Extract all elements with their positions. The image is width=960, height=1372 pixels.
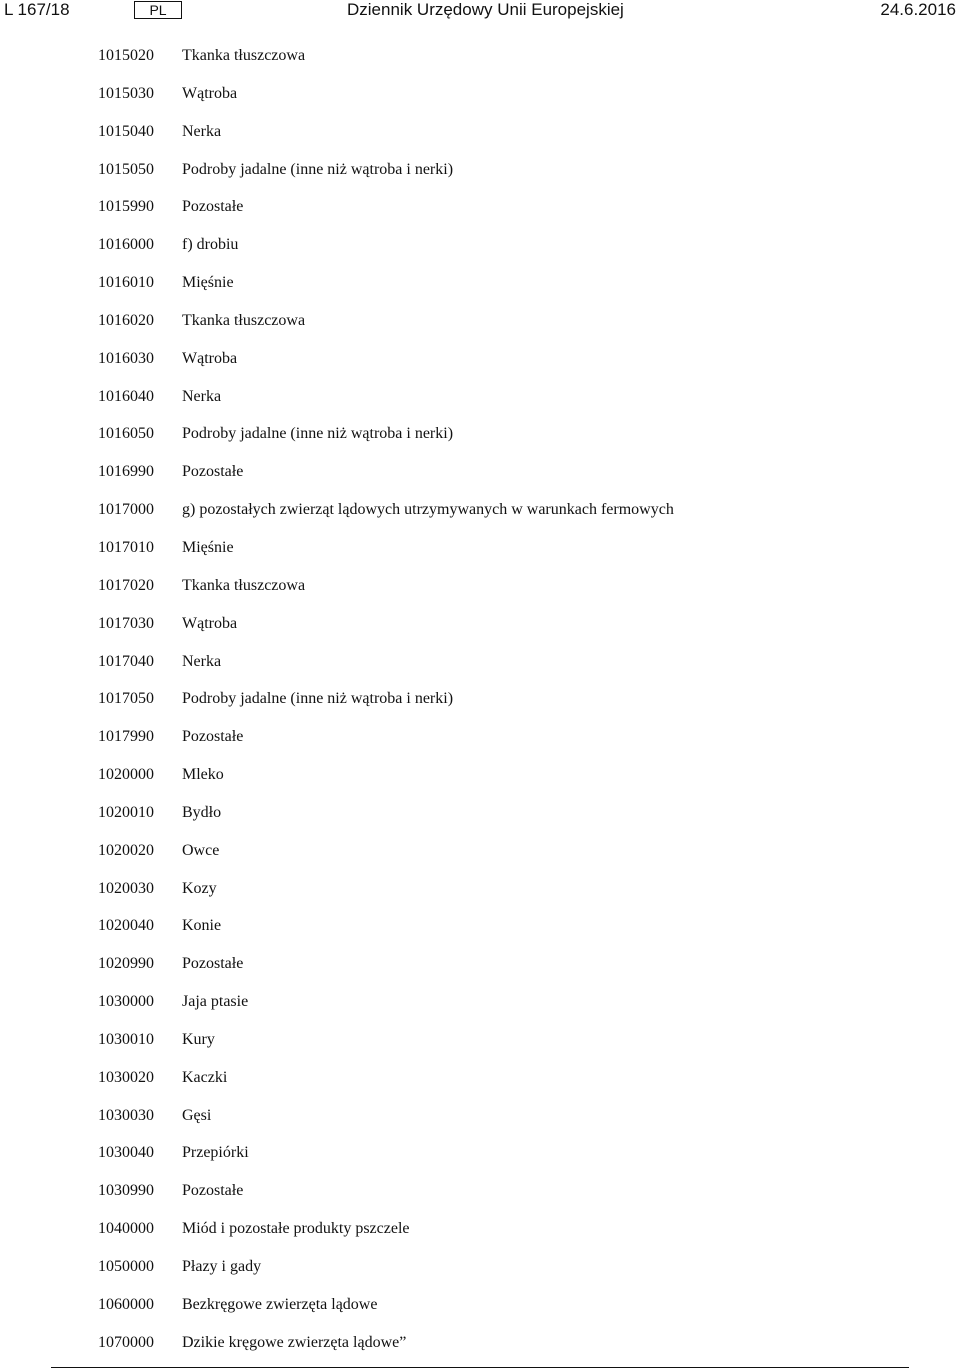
code-list [0,37,960,1362]
table-row [0,1059,960,1097]
row-description: Pozostałe [182,728,244,746]
row-description: Tkanka tłuszczowa [182,311,306,329]
row-description: Nerka [182,387,222,405]
table-row [0,945,960,983]
language-badge: PL [134,1,182,19]
row-code: 1015990 [98,198,154,216]
row-code: 1020990 [98,955,154,973]
row-code: 1017010 [98,538,154,556]
table-row [0,718,960,756]
publication-date: 24.6.2016 [880,0,956,19]
table-row [0,870,960,908]
table-row [0,188,960,226]
row-description: Podroby jadalne (inne niż wątroba i nerki) [182,425,454,443]
row-code: 1020030 [98,879,154,897]
row-description: Pozostałe [182,955,244,973]
row-code: 1030040 [98,1144,154,1162]
row-description: Pozostałe [182,463,244,481]
row-description: Pozostałe [182,1182,244,1200]
table-row [0,643,960,681]
table-row [0,302,960,340]
row-code: 1040000 [98,1220,154,1238]
table-row [0,756,960,794]
table-row [0,113,960,151]
row-description: Nerka [182,652,222,670]
journal-title: Dziennik Urzędowy Unii Europejskiej [347,0,624,19]
row-description: Podroby jadalne (inne niż wątroba i nerki) [182,690,454,708]
row-description: Konie [182,917,222,935]
row-description: Owce [182,841,220,859]
row-code: 1016040 [98,387,154,405]
row-code: 1015020 [98,47,154,64]
row-description: Nerka [182,122,222,140]
page-header [0,0,960,22]
row-description: Tkanka tłuszczowa [182,576,306,594]
row-code: 1030010 [98,1030,154,1048]
row-code: 1016030 [98,349,154,367]
table-row [0,983,960,1021]
table-row [0,605,960,643]
row-description: Mięśnie [182,538,234,556]
table-row [0,340,960,378]
table-row [0,1248,960,1286]
table-row [0,1021,960,1059]
row-description: Mięśnie [182,274,234,292]
row-code: 1016050 [98,425,154,443]
row-description: Przepiórki [182,1144,249,1162]
table-row [0,1324,960,1362]
row-code: 1017020 [98,576,154,594]
table-row [0,453,960,491]
table-row [0,415,960,453]
row-description: Jaja ptasie [182,993,249,1011]
row-code: 1016990 [98,463,154,481]
table-row [0,491,960,529]
table-row [0,832,960,870]
row-description: Dzikie kręgowe zwierzęta lądowe” [182,1333,407,1351]
row-description: Gęsi [182,1106,212,1124]
row-code: 1017040 [98,652,154,670]
row-description: Tkanka tłuszczowa [182,47,306,64]
row-code: 1017050 [98,690,154,708]
row-code: 1016010 [98,274,154,292]
table-row [0,1172,960,1210]
row-code: 1016000 [98,236,154,254]
table-row [0,1097,960,1135]
table-row [0,37,960,75]
table-row [0,567,960,605]
row-code: 1017990 [98,728,154,746]
row-description: f) drobiu [182,236,239,254]
row-code: 1017000 [98,501,154,519]
row-description: Wątroba [182,349,238,367]
row-description: Płazy i gady [182,1258,262,1275]
row-description: Wątroba [182,614,238,632]
row-description: Kozy [182,879,217,897]
row-code: 1020000 [98,766,154,784]
row-code: 1020020 [98,841,154,859]
row-code: 1015040 [98,122,154,140]
footer-divider [51,1367,909,1368]
row-code: 1030990 [98,1182,154,1200]
table-row [0,1210,960,1248]
row-code: 1030030 [98,1106,154,1124]
row-description: Kury [182,1030,215,1048]
table-row [0,680,960,718]
row-description: Bydło [182,803,222,821]
row-description: Mleko [182,766,224,784]
row-code: 1030020 [98,1068,154,1086]
table-row [0,907,960,945]
row-code: 1017030 [98,614,154,632]
table-row [0,151,960,189]
row-description: Kaczki [182,1068,228,1086]
row-code: 1060000 [98,1295,154,1313]
table-row [0,1134,960,1172]
row-code: 1016020 [98,311,154,329]
page-reference: L 167/18 [4,0,70,19]
row-description: g) pozostałych zwierząt lądowych utrzymywanych w warunkach fermowych [182,501,674,519]
row-description: Bezkręgowe zwierzęta lądowe [182,1295,378,1313]
table-row [0,1286,960,1324]
row-description: Pozostałe [182,198,244,216]
row-code: 1020040 [98,917,154,935]
table-row [0,378,960,416]
row-code: 1015050 [98,160,154,178]
table-row [0,75,960,113]
row-code: 1015030 [98,84,154,102]
table-row [0,529,960,567]
table-row [0,794,960,832]
row-description: Podroby jadalne (inne niż wątroba i nerki) [182,160,454,178]
row-description: Miód i pozostałe produkty pszczele [182,1220,410,1238]
row-code: 1030000 [98,993,154,1011]
table-row [0,264,960,302]
table-row [0,226,960,264]
row-code: 1050000 [98,1258,154,1275]
row-code: 1020010 [98,803,154,821]
row-code: 1070000 [98,1333,154,1351]
row-description: Wątroba [182,84,238,102]
